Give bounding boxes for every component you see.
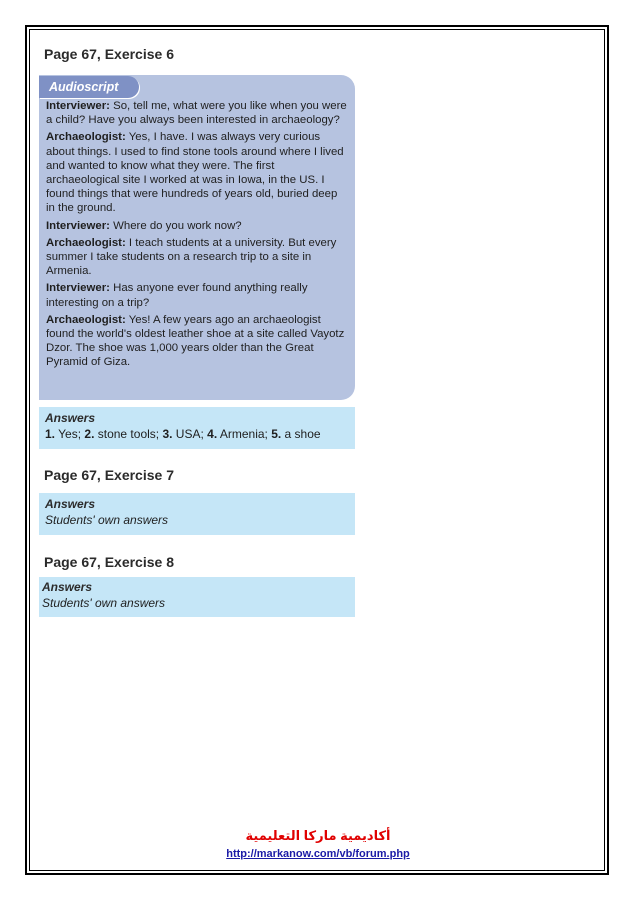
answer-text: stone tools; — [94, 427, 163, 441]
exercise-6-answers-box — [39, 407, 355, 449]
dialogue-text: Where do you work now? — [109, 219, 242, 232]
exercise-8-answers-box — [39, 577, 355, 617]
dialogue-text: So, tell me, what were you like when you were a child? Have you always been interested in archaeology? — [46, 100, 347, 127]
answer-number: 2. — [84, 427, 95, 441]
exercise-7-heading: Page 67, Exercise 7 — [44, 467, 174, 483]
dialogue-line — [46, 99, 349, 127]
answer-text: Yes; — [55, 427, 85, 441]
answer-number: 4. — [207, 427, 218, 441]
exercise-6-heading: Page 67, Exercise 6 — [44, 46, 174, 62]
answers-text: Students' own answers — [45, 513, 169, 527]
speaker-label: Interviewer: — [46, 100, 110, 112]
speaker-label: Archaeologist: — [46, 236, 126, 249]
dialogue-line — [46, 219, 349, 233]
answer-text: Armenia; — [217, 427, 272, 441]
answer-number: 3. — [162, 427, 173, 441]
answers-text: Students' own answers — [42, 596, 166, 610]
footer-link[interactable]: http://markanow.com/vb/forum.php — [226, 848, 410, 860]
exercise-7-answers-box — [39, 493, 355, 535]
speaker-label: Interviewer: — [46, 282, 110, 295]
answer-number: 5. — [271, 427, 282, 441]
dialogue-line — [46, 313, 349, 370]
audioscript-dialogue — [46, 99, 349, 370]
speaker-label: Archaeologist: — [46, 131, 126, 144]
exercise-8-heading: Page 67, Exercise 8 — [44, 554, 174, 570]
dialogue-line — [46, 236, 349, 279]
answer-number: 1. — [45, 427, 56, 441]
dialogue-line — [46, 281, 349, 309]
answers-title: Answers — [42, 580, 93, 594]
dialogue-text: Yes, I have. I was always very curious about things. I used to find stone tools around where I lived and wanted to know what they were. The first archaeological site I worked at was in Iowa, in the US. I found things that were hundreds of years old, buried deep in the ground. — [46, 131, 344, 215]
answers-list — [45, 427, 349, 441]
dialogue-text: Yes! A few years ago an archaeologist found the world's oldest leather shoe at a site called Vayotz Dzor. The shoe was 1,000 years older than the Great Pyramid of Giza. — [46, 313, 345, 369]
footer-academy-name: أكاديمية ماركا التعليمية — [245, 828, 391, 843]
dialogue-text: Has anyone ever found anything really interesting on a trip? — [46, 282, 308, 309]
dialogue-text: I teach students at a university. But every summer I take students on a research trip to a site in Armenia. — [46, 236, 337, 278]
audioscript-box — [39, 75, 355, 400]
answers-title: Answers — [45, 411, 96, 425]
speaker-label: Interviewer: — [46, 219, 110, 232]
speaker-label: Archaeologist: — [46, 313, 126, 326]
dialogue-line — [46, 130, 349, 215]
answers-title: Answers — [45, 497, 96, 511]
answer-text: USA; — [172, 427, 208, 441]
answer-text: a shoe — [281, 427, 321, 441]
audioscript-label: Audioscript — [39, 76, 139, 98]
